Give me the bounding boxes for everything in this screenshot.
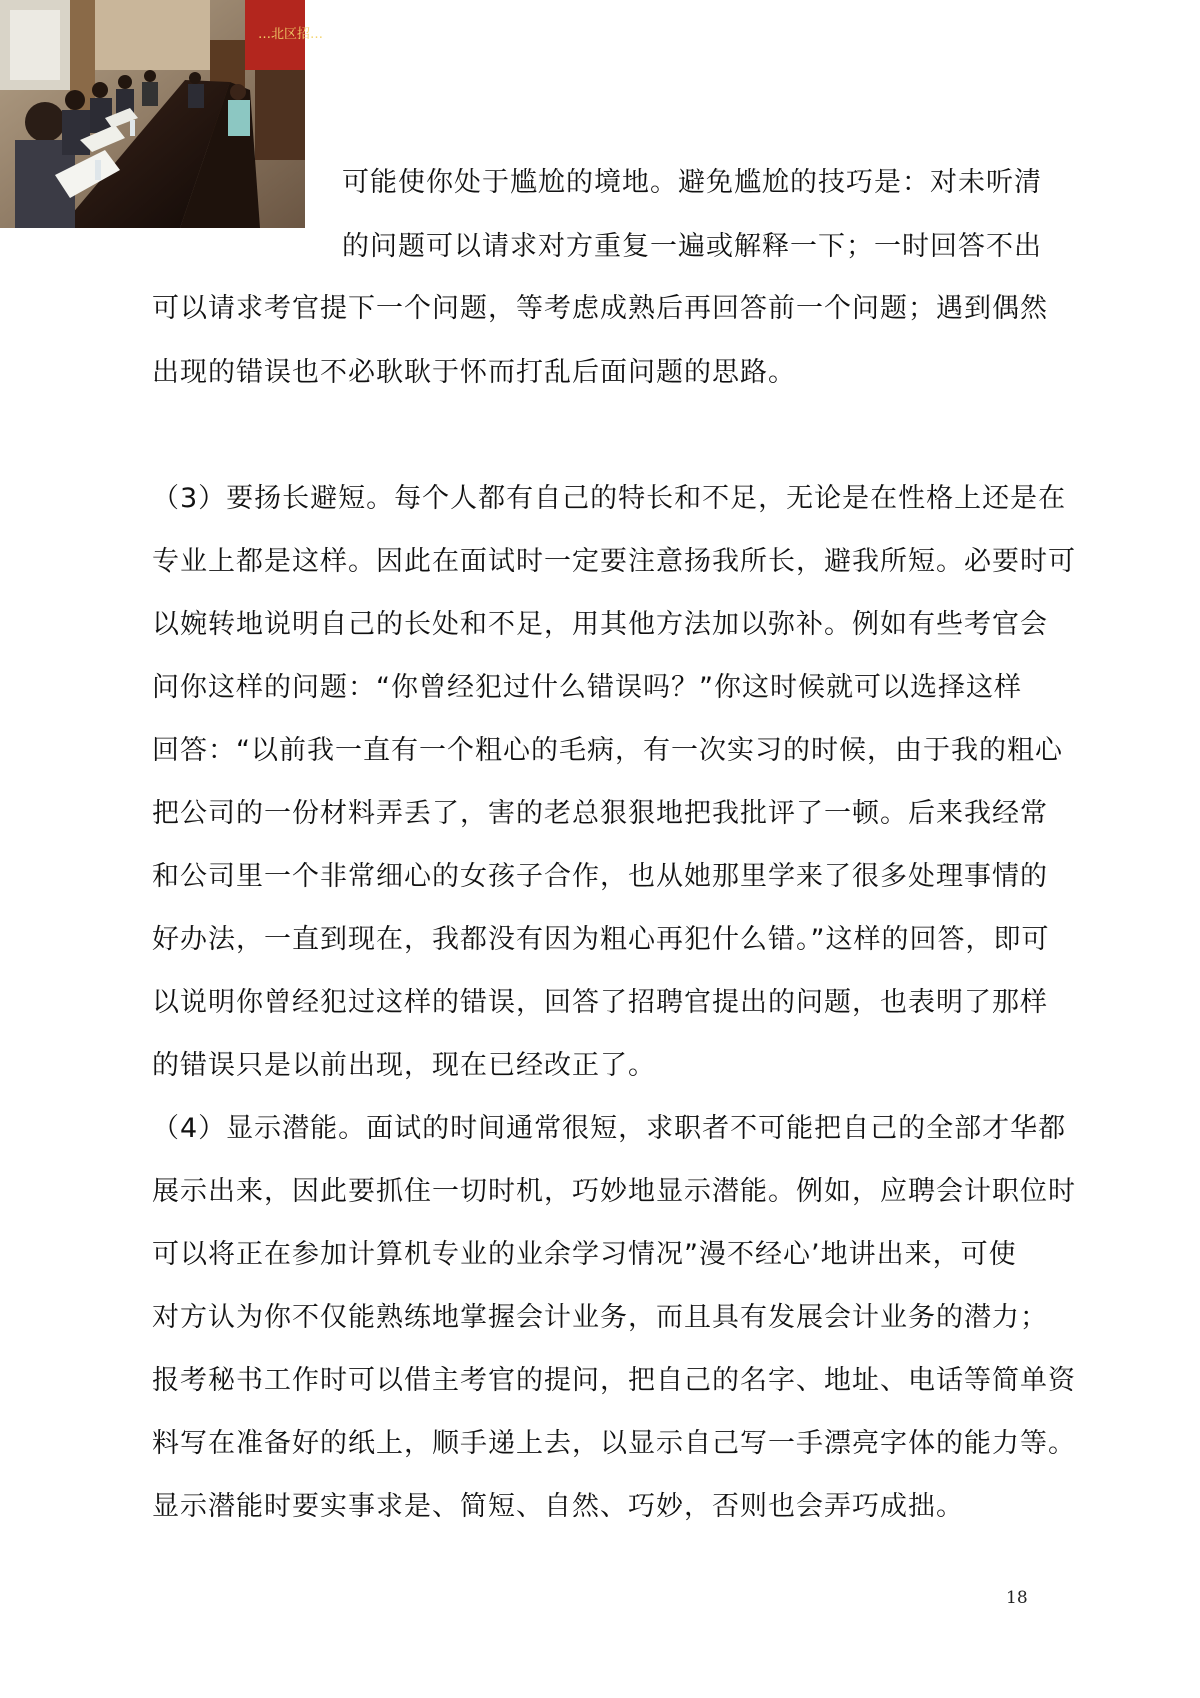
- paragraph-line: 把公司的一份材料弄丢了，害的老总狠狠地把我批评了一顿。后来我经常: [152, 798, 1048, 829]
- paragraph-line: 以说明你曾经犯过这样的错误，回答了招聘官提出的问题，也表明了那样: [152, 987, 1048, 1018]
- page-number: 18: [1006, 1588, 1028, 1608]
- paragraph-line: 以婉转地说明自己的长处和不足，用其他方法加以弥补。例如有些考官会: [152, 609, 1048, 640]
- paragraph-line: 可以将正在参加计算机专业的业余学习情况”漫不经心’地讲出来，可使: [152, 1239, 1017, 1270]
- meeting-photo-illustration: [0, 0, 324, 228]
- paragraph-line: 出现的错误也不必耿耿于怀而打乱后面问题的思路。: [152, 357, 796, 388]
- paragraph-line: 回答：“以前我一直有一个粗心的毛病，有一次实习的时候，由于我的粗心: [152, 735, 1063, 766]
- paragraph-line: 对方认为你不仅能熟练地掌握会计业务，而且具有发展会计业务的潜力；: [152, 1302, 1048, 1333]
- paragraph-line: 可能使你处于尴尬的境地。避免尴尬的技巧是：对未听清: [342, 167, 1042, 198]
- banner-text: …北区招…: [258, 27, 324, 42]
- paragraph-line: 料写在准备好的纸上，顺手递上去，以显示自己写一手漂亮字体的能力等。: [152, 1428, 1076, 1459]
- paragraph-line: 的错误只是以前出现，现在已经改正了。: [152, 1050, 656, 1081]
- paragraph-line: （3）要扬长避短。每个人都有自己的特长和不足，无论是在性格上还是在: [152, 483, 1067, 514]
- paragraph-line: 问你这样的问题：“你曾经犯过什么错误吗？”你这时候就可以选择这样: [152, 672, 1022, 703]
- paragraph-line: 的问题可以请求对方重复一遍或解释一下；一时回答不出: [342, 231, 1042, 262]
- paragraph-line: 可以请求考官提下一个问题，等考虑成熟后再回答前一个问题；遇到偶然: [152, 293, 1048, 324]
- paragraph-line: 专业上都是这样。因此在面试时一定要注意扬我所长，避我所短。必要时可: [152, 546, 1076, 577]
- paragraph-line: 和公司里一个非常细心的女孩子合作，也从她那里学来了很多处理事情的: [152, 861, 1048, 892]
- paragraph-line: 显示潜能时要实事求是、简短、自然、巧妙，否则也会弄巧成拙。: [152, 1491, 964, 1522]
- paragraph-line: 报考秘书工作时可以借主考官的提问，把自己的名字、地址、电话等简单资: [152, 1365, 1076, 1396]
- meeting-photo: [0, 0, 324, 228]
- paragraph-line: 好办法，一直到现在，我都没有因为粗心再犯什么错。”这样的回答，即可: [152, 924, 1050, 955]
- paragraph-line: 展示出来，因此要抓住一切时机，巧妙地显示潜能。例如，应聘会计职位时: [152, 1176, 1076, 1207]
- paragraph-line: （4）显示潜能。面试的时间通常很短，求职者不可能把自己的全部才华都: [152, 1113, 1067, 1144]
